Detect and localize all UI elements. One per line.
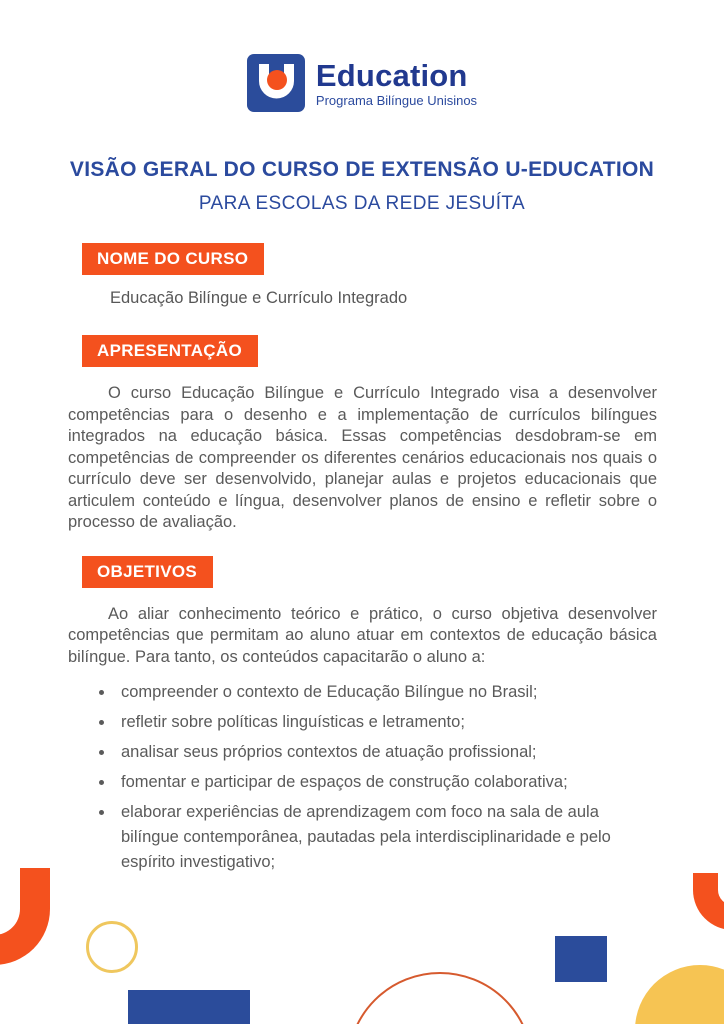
section-heading-nome-do-curso: NOME DO CURSO [82,243,264,275]
decor-u-shape-bottom-left [0,868,50,965]
apresentacao-paragraph: O curso Educação Bilíngue e Currículo Integrado visa a desenvolver competências para o desenho e a implementação de currículos bilíngues integrados na educação básica. Essas competências desdobram-se em competências de compreender os diferentes cenários educacionais nos quais o currículo deve ser desenvolvido, planejar aulas e projetos educacionais que articulem conteúdo e língua, desenvolver planos de ensino e refletir sobre o processo de avaliação. [68,384,657,531]
logo-tagline: Programa Bilíngue Unisinos [315,92,478,108]
bullet-item: • analisar seus próprios contextos de atuação profissional; [115,740,657,765]
logo [0,0,724,112]
bullet-item: • compreender o contexto de Educação Bilíngue no Brasil; [115,680,657,705]
logo-text [316,59,477,108]
bullet-item: • elaborar experiências de aprendizagem com foco na sala de aula bilíngue contemporânea, pautadas pela interdisciplinaridade e pelo espírito investigativo; [115,800,657,875]
title-line-1: VISÃO GERAL DO CURSO DE EXTENSÃO U-EDUCATION [69,158,655,181]
section-heading-objetivos: OBJETIVOS [82,556,213,588]
document-body [68,215,657,875]
objetivos-paragraph: Ao aliar conhecimento teórico e prático, o curso objetiva desenvolver competências que permitam ao aluno atuar em contextos de educação básica bilíngue. Para tanto, os conteúdos capacitarão o aluno a: [68,604,657,666]
bullet-item: • refletir sobre políticas linguísticas e letramento; [115,710,657,735]
decor-yellow-circle [635,965,724,1024]
decor-orange-circle-outline [347,972,533,1024]
logo-name: Education [315,57,468,93]
course-name: Educação Bilíngue e Currículo Integrado [110,289,408,307]
bullet-item: • fomentar e participar de espaços de construção colaborativa; [115,770,657,795]
decor-yellow-circle-outline [86,921,138,973]
section-heading-apresentacao: APRESENTAÇÃO [82,335,258,367]
title-line-2: PARA ESCOLAS DA REDE JESUÍTA [198,193,526,214]
decor-blue-square [555,936,607,982]
u-education-logo-icon [247,54,305,112]
decor-u-shape-right [693,873,724,930]
document-title [0,158,724,215]
objetivos-bullet-list [98,680,657,875]
decor-blue-rectangle [128,990,250,1024]
